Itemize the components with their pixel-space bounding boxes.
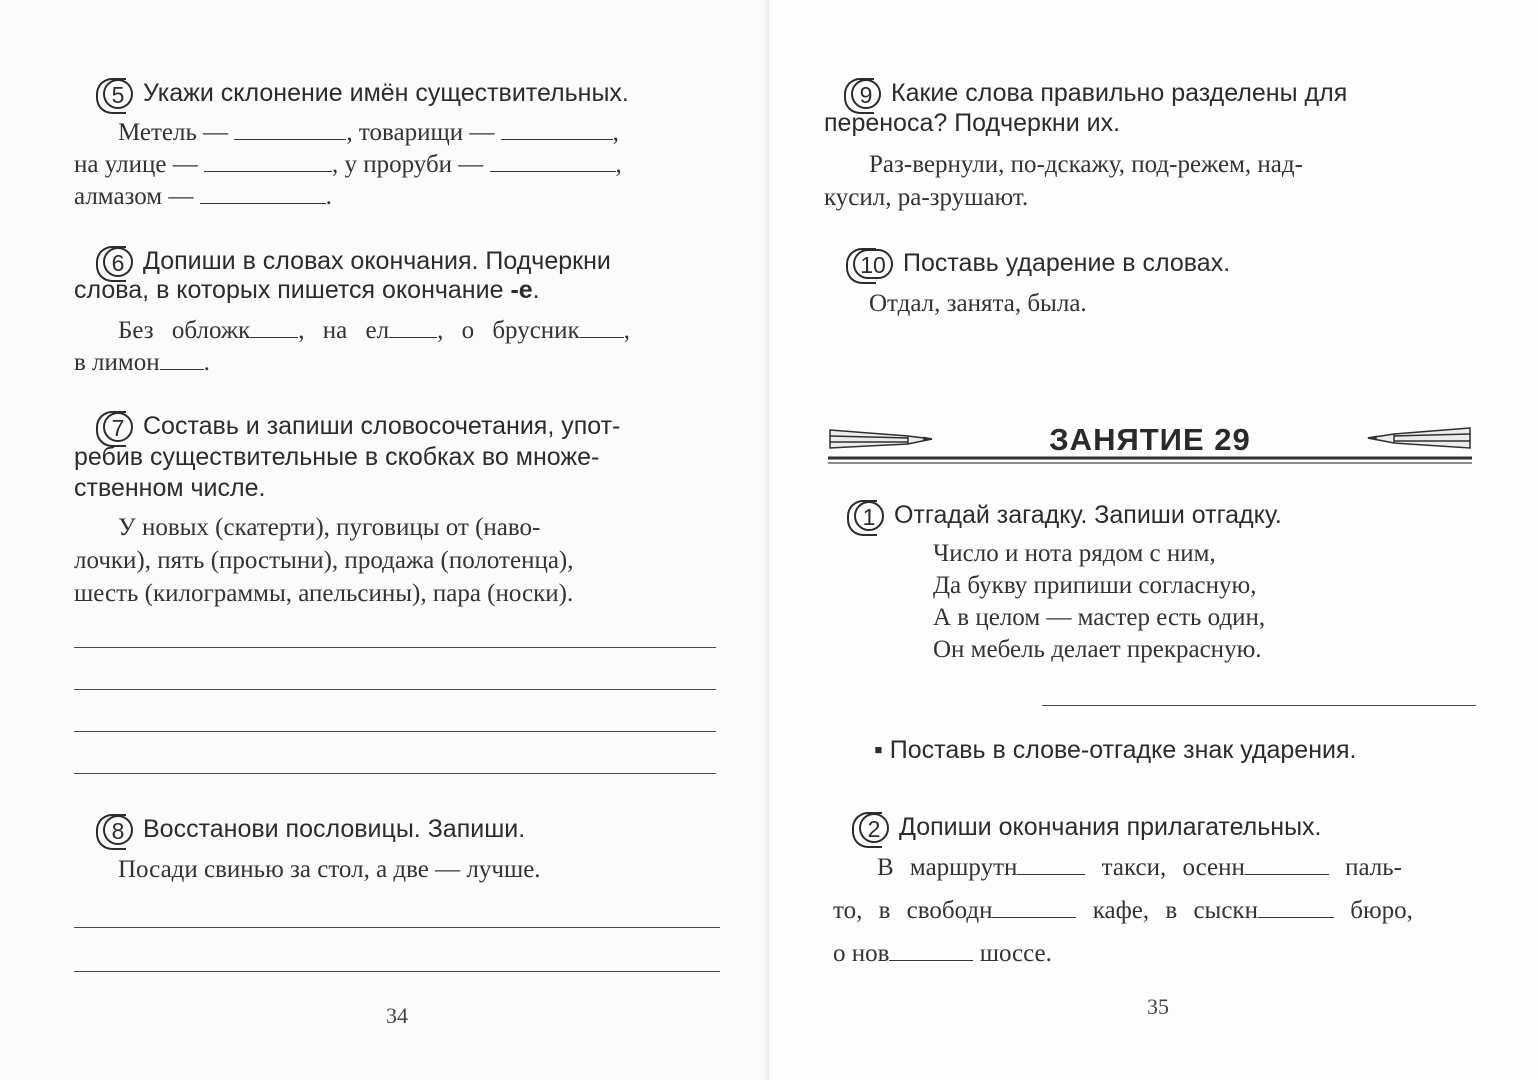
task-7-heading-line-2: ребив существительные в скобках во множе- — [74, 443, 600, 471]
task-7-heading — [103, 411, 620, 442]
task-5-line-3: алмазом — . — [74, 183, 332, 210]
answer-line[interactable] — [74, 927, 720, 928]
ending-e-highlight: -е — [510, 276, 533, 304]
task-heading-text: Восстанови пословицы. Запиши. — [143, 815, 526, 843]
text-fragment: , на ел — [298, 317, 390, 344]
task-2-heading — [859, 812, 1322, 843]
answer-blank[interactable] — [160, 369, 204, 370]
task-number-badge: 10 — [853, 249, 893, 279]
right-page — [769, 0, 1538, 1080]
task-7-text-line-1: У новых (скатерти), пуговицы от (наво- — [118, 514, 541, 541]
text-fragment: Метель — — [118, 119, 229, 146]
task-number-badge: 2 — [859, 813, 889, 843]
text-fragment: , о брусник — [437, 317, 580, 344]
task-number-badge: 5 — [103, 79, 133, 109]
answer-blank[interactable] — [389, 337, 437, 338]
task-6-line-2: в лимон . — [74, 349, 210, 376]
poem-line: Да букву припиши согласную, — [933, 572, 1257, 599]
task-heading-text: слова, в которых пишется окончание — [74, 276, 504, 304]
text-fragment: В маршрутн — [877, 854, 1018, 881]
task-2-line-3 — [833, 937, 1052, 970]
task-5-line-2: на улице — , у проруби — , — [74, 151, 622, 178]
lesson-banner — [828, 420, 1472, 468]
text-fragment: паль- — [1345, 854, 1403, 881]
task-9-text-line-2: кусил, ра-зрушают. — [824, 184, 1029, 211]
task-2-line-2 — [833, 894, 1485, 927]
task-number-badge: 6 — [103, 247, 133, 277]
answer-line[interactable] — [74, 971, 720, 972]
answer-blank[interactable] — [200, 203, 326, 204]
text-fragment: шоссе. — [979, 940, 1052, 967]
task-7-text-line-3: шесть (килограммы, апельсины), пара (носки). — [74, 580, 574, 607]
text-fragment: , у проруби — — [331, 151, 484, 178]
task-5-heading — [103, 78, 629, 109]
lesson-title: ЗАНЯТИЕ 29 — [1049, 422, 1251, 457]
task-number-badge: 1 — [854, 501, 884, 531]
answer-blank[interactable] — [1017, 874, 1085, 875]
text-fragment: то, в свободн — [833, 897, 993, 924]
task-7-text-line-2: лочки), пять (простыни), продажа (полотенца), — [74, 547, 574, 574]
task-heading-text: Составь и запиши словосочетания, упот- — [143, 412, 621, 440]
answer-line[interactable] — [1042, 705, 1476, 706]
task-heading-text: Поставь ударение в словах. — [903, 249, 1231, 277]
task-9-text-line-1: Раз-вернули, по-дскажу, под-режем, над- — [869, 151, 1303, 178]
text-fragment: кафе, в сыскн — [1092, 897, 1258, 924]
text-fragment: Без обложк — [118, 317, 251, 344]
task-8-text: Посади свинью за стол, а две — лучше. — [118, 856, 541, 883]
task-5-line-1: Метель — , товарищи — , — [118, 119, 619, 146]
task-7-heading-line-3: ственном числе. — [74, 474, 266, 502]
task-9-heading — [851, 78, 1347, 109]
answer-line[interactable] — [74, 689, 716, 690]
text-fragment: о нов — [833, 940, 890, 967]
task-heading-text: Допиши в словах окончания. Подчеркни — [143, 247, 611, 275]
answer-blank[interactable] — [992, 917, 1076, 918]
poem-line: Число и нота рядом с ним, — [933, 540, 1216, 567]
text-fragment: в лимон — [74, 349, 160, 376]
task-10-heading — [853, 248, 1230, 279]
answer-blank[interactable] — [501, 139, 613, 140]
poem-line: А в целом — мастер есть один, — [933, 604, 1266, 631]
task-1-heading — [854, 500, 1282, 531]
task-number-badge: 7 — [103, 412, 133, 442]
task-heading-text: Допиши окончания прилагательных. — [899, 813, 1322, 841]
poem-line: Он мебель делает прекрасную. — [933, 636, 1262, 663]
text-fragment: , товарищи — — [346, 119, 495, 146]
answer-blank[interactable] — [204, 171, 332, 172]
text-fragment: такси, осенн — [1101, 854, 1245, 881]
text-fragment: алмазом — — [74, 183, 194, 210]
answer-blank[interactable] — [250, 337, 298, 338]
task-8-heading — [103, 814, 525, 845]
answer-blank[interactable] — [889, 960, 973, 961]
answer-line[interactable] — [74, 773, 716, 774]
task-number-badge: 8 — [103, 815, 133, 845]
text-fragment: на улице — — [74, 151, 198, 178]
text-fragment: бюро, — [1350, 897, 1413, 924]
task-10-text: Отдал, занята, была. — [869, 290, 1087, 317]
answer-blank[interactable] — [1245, 874, 1329, 875]
task-heading-text: Укажи склонение имён существительных. — [143, 79, 629, 107]
page-number: 34 — [386, 1003, 408, 1028]
page-number: 35 — [1147, 994, 1169, 1019]
stress-mark-instruction: ▪ Поставь в слове-отгадке знак ударения. — [874, 736, 1357, 764]
task-2-line-1 — [877, 851, 1481, 884]
task-6-heading — [103, 246, 713, 277]
answer-line[interactable] — [74, 647, 716, 648]
answer-blank[interactable] — [580, 337, 624, 338]
task-6-heading-line-2: слова, в которых пишется окончание -е. — [74, 276, 540, 304]
riddle-poem — [933, 538, 1265, 666]
answer-line[interactable] — [74, 731, 716, 732]
task-heading-text: Какие слова правильно разделены для — [891, 79, 1348, 107]
task-heading-text: Отгадай загадку. Запиши отгадку. — [894, 501, 1282, 529]
task-9-heading-line-2: переноса? Подчеркни их. — [824, 109, 1121, 137]
answer-blank[interactable] — [234, 139, 346, 140]
answer-blank[interactable] — [1258, 917, 1334, 918]
answer-blank[interactable] — [490, 171, 616, 172]
task-number-badge: 9 — [851, 79, 881, 109]
task-6-line-1: Без обложк , на ел , о брусник , — [118, 317, 630, 344]
